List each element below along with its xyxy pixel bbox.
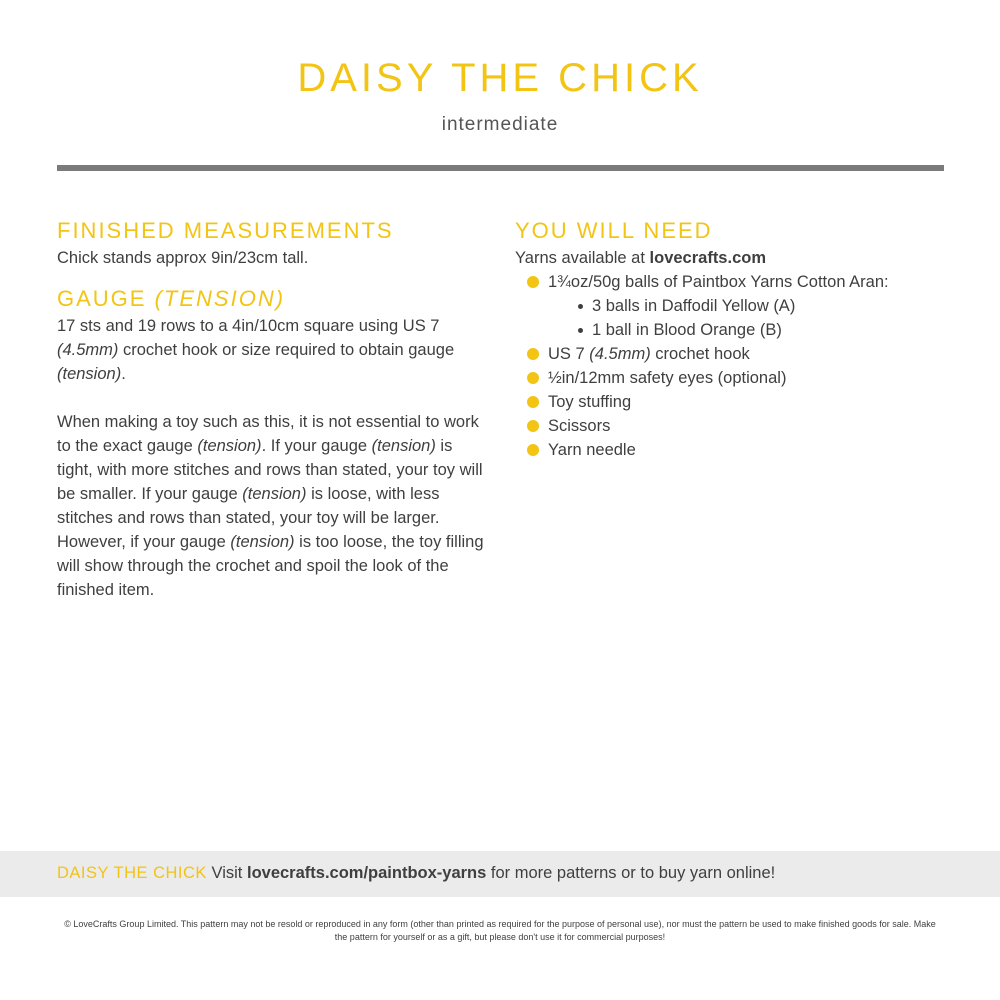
bullet-dot-icon	[527, 444, 539, 456]
gauge-heading-italic: (TENSION)	[154, 286, 286, 311]
gauge-p2-italic: (tension)	[197, 437, 262, 455]
list-item	[515, 270, 955, 342]
difficulty-label: intermediate	[441, 114, 559, 135]
list-item-text: Toy stuffing	[548, 393, 632, 411]
list-item	[515, 438, 955, 462]
gauge-p2-text: When making a toy such as this, it is not essential to work to the exact gauge	[57, 413, 479, 455]
yarn-colors-list	[548, 294, 955, 342]
gauge-p1-text: .	[121, 365, 126, 383]
header-divider	[57, 165, 944, 171]
gauge-heading-main: GAUGE	[57, 286, 147, 311]
bullet-dot-icon	[527, 372, 539, 384]
left-column	[57, 216, 487, 602]
list-item-text: 1¾oz/50g balls of Paintbox Yarns Cotton Aran:	[548, 273, 889, 291]
bullet-dot-icon	[527, 276, 539, 288]
yarns-available-line	[515, 246, 955, 270]
list-item	[515, 390, 955, 414]
small-bullet-icon	[578, 304, 583, 309]
gauge-heading	[57, 284, 487, 314]
list-item-text: US 7	[548, 345, 590, 363]
list-item	[548, 294, 955, 318]
gauge-p1-italic: (tension)	[57, 365, 122, 383]
copyright-notice: © LoveCrafts Group Limited. This pattern may not be resold or reproduced in any form (other than printed as required for the purpose of personal use), nor must the pattern be used to make finished goods for sale. Make the pattern for yourself or as a gift, but please don't use it for commercial purposes!	[64, 919, 936, 942]
gauge-p2-text: is tight, with more stitches and rows than stated, your toy will be smaller. If your gauge	[57, 437, 483, 503]
list-item-text: ½in/12mm safety eyes (optional)	[548, 369, 787, 387]
bullet-dot-icon	[527, 420, 539, 432]
materials-list	[515, 270, 955, 462]
gauge-p1-text: crochet hook or size required to obtain gauge	[118, 341, 455, 359]
footer-brand: DAISY THE CHICK	[57, 864, 207, 882]
you-will-need-heading: YOU WILL NEED	[515, 218, 713, 243]
footer-rest: for more patterns or to buy yarn online!	[486, 864, 776, 882]
footer-bar	[0, 851, 1000, 897]
bullet-dot-icon	[527, 348, 539, 360]
list-item-text: 1 ball in Blood Orange (B)	[592, 321, 782, 339]
list-item	[515, 366, 955, 390]
small-bullet-icon	[578, 328, 583, 333]
list-item-italic: (4.5mm)	[589, 345, 651, 363]
list-item	[515, 414, 955, 438]
yarns-prefix: Yarns available at	[515, 249, 650, 267]
gauge-p2-text: is too loose, the toy filling will show through the crochet and spoil the look of the finished item.	[57, 533, 484, 599]
gauge-p1-italic: (4.5mm)	[57, 341, 119, 359]
footer-visit: Visit	[206, 864, 247, 882]
measurements-text: Chick stands approx 9in/23cm tall.	[57, 249, 309, 267]
footer-text	[57, 864, 775, 883]
footer-link[interactable]: lovecrafts.com/paintbox-yarns	[246, 864, 487, 882]
list-item-text: 3 balls in Daffodil Yellow (A)	[592, 297, 796, 315]
list-item-text: Scissors	[548, 417, 611, 435]
gauge-p2-text: is loose, with less stitches and rows than stated, your toy will be larger. However, if your gauge	[57, 485, 440, 551]
list-item	[515, 342, 955, 366]
page-title: DAISY THE CHICK	[297, 56, 703, 100]
gauge-paragraph-2	[57, 410, 487, 602]
gauge-p2-italic: (tension)	[242, 485, 307, 503]
bullet-dot-icon	[527, 396, 539, 408]
gauge-p2-italic: (tension)	[371, 437, 436, 455]
measurements-heading: FINISHED MEASUREMENTS	[57, 218, 394, 243]
lovecrafts-link[interactable]: lovecrafts.com	[649, 249, 766, 267]
gauge-p2-text: . If your gauge	[261, 437, 372, 455]
list-item	[548, 318, 955, 342]
gauge-paragraph-1	[57, 314, 487, 386]
right-column	[515, 216, 955, 462]
list-item-text: crochet hook	[650, 345, 750, 363]
gauge-p2-italic: (tension)	[230, 533, 295, 551]
list-item-text: Yarn needle	[548, 441, 636, 459]
gauge-p1-text: 17 sts and 19 rows to a 4in/10cm square using US 7	[57, 317, 440, 335]
